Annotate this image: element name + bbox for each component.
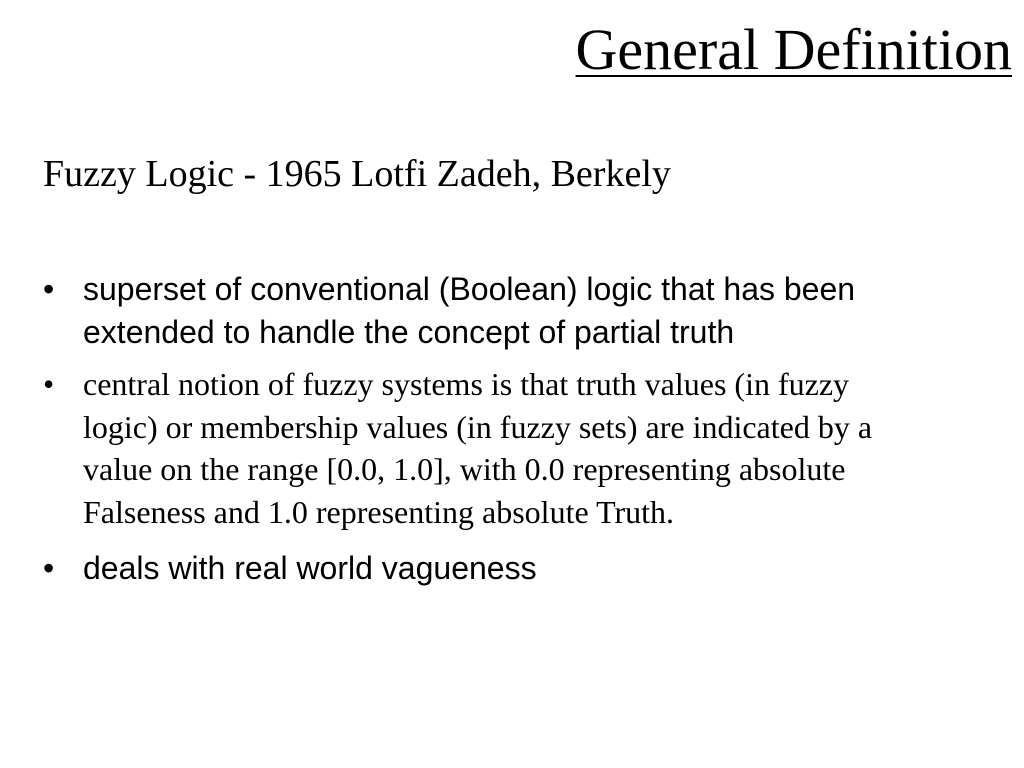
bullet-list [43, 268, 983, 590]
bullet-marker: • [43, 366, 55, 402]
bullet-text: central notion of fuzzy systems is that truth values (in fuzzy logic) or membership values (in fuzzy sets) are indicated by a value on the range [0.0, 1.0], with 0.0 representing absolute Falseness and 1.0 representing absolute Truth. [83, 366, 873, 530]
bullet-item [43, 363, 923, 533]
bullet-item [43, 268, 923, 354]
slide-title: General Definition [575, 17, 1012, 82]
bullet-item [43, 547, 983, 590]
bullet-text: superset of conventional (Boolean) logic that has been extended to handle the concept of partial truth [83, 271, 856, 350]
slide-subtitle: Fuzzy Logic - 1965 Lotfi Zadeh, Berkely [43, 153, 671, 195]
bullet-marker: • [43, 550, 55, 586]
bullet-marker: • [43, 271, 55, 307]
bullet-text: deals with real world vagueness [83, 550, 537, 586]
